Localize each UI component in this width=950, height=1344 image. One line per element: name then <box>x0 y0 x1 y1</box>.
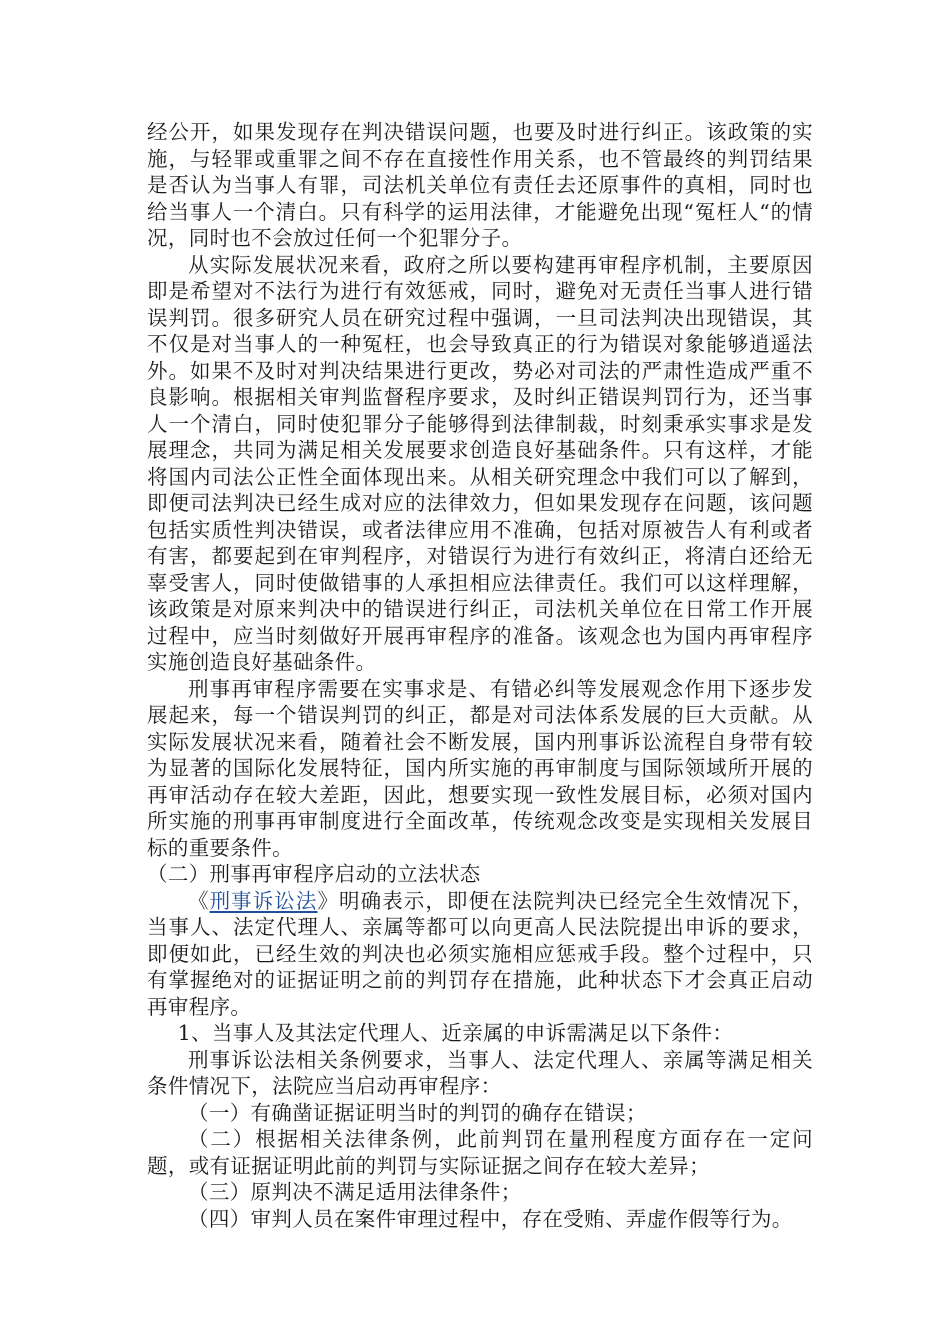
paragraph-appeal-requirements: 刑事诉讼法相关条例要求，当事人、法定代理人、亲属等满足相关条件情况下，法院应当启动再审程序： <box>147 1047 813 1098</box>
criminal-procedure-law-link[interactable]: 刑事诉讼法 <box>209 888 318 913</box>
paragraph-rest: 》明确表示，即便在法院判决已经完全生效情况下，当事人、法定代理人、亲属等都可以向更高人民法院提出申诉的要求，即便如此，已经生效的判决也必须实施相应惩戒手段。整个过程中，只有掌握绝对的证据证明之前的判罚存在措施，此种状态下才会真正启动再审程序。 <box>147 888 813 1019</box>
paragraph-retrial-development: 刑事再审程序需要在实事求是、有错必纠等发展观念作用下逐步发展起来，每一个错误判罚的纠正，都是对司法体系发展的巨大贡献。从实际发展状况来看，随着社会不断发展，国内刑事诉讼流程自身带有较为显著的国际化发展特征，国内所实施的再审制度与国际领域所开展的再审活动存在较大差距，因此，想要实现一致性发展目标，必须对国内所实施的刑事再审制度进行全面改革，传统观念改变是实现相关发展目标的重要条件。 <box>147 676 813 860</box>
document-body <box>147 119 813 1232</box>
paragraph-criminal-procedure-law <box>147 888 813 1021</box>
section-heading: （二）刑事再审程序启动的立法状态 <box>147 862 481 886</box>
open-quote: 《 <box>188 888 210 913</box>
subheading-appeal-conditions: 1、当事人及其法定代理人、近亲属的申诉需满足以下条件： <box>177 1021 734 1045</box>
condition-item-3: （三）原判决不满足适用法律条件； <box>188 1180 522 1204</box>
paragraph-continuation: 经公开，如果发现存在判决错误问题，也要及时进行纠正。该政策的实施，与轻罪或重罪之间不存在直接性作用关系，也不管最终的判罚结果是否认为当事人有罪，司法机关单位有责任去还原事件的真相，同时也给当事人一个清白。只有科学的运用法律，才能避免出现“冤枉人“的情况，同时也不会放过任何一个犯罪分子。 <box>147 120 813 250</box>
condition-item-4: （四）审判人员在案件审理过程中，存在受贿、弄虚作假等行为。 <box>188 1206 793 1231</box>
condition-item-1: （一）有确凿证据证明当时的判罚的确存在错误； <box>188 1100 647 1125</box>
paragraph-retrial-mechanism: 从实际发展状况来看，政府之所以要构建再审程序机制，主要原因即是希望对不法行为进行有效惩戒，同时，避免对无责任当事人进行错误判罚。很多研究人员在研究过程中强调，一旦司法判决出现错误，其不仅是对当事人的一种冤枉，也会导致真正的行为错误对象能够逍遥法外。如果不及时对判决结果进行更改，势必对司法的严肃性造成严重不良影响。根据相关审判监督程序要求，及时纠正错误判罚行为，还当事人一个清白，同时使犯罪分子能够得到法律制裁，时刻秉承实事求是发展理念，共同为满足相关发展要求创造良好基础条件。只有这样，才能将国内司法公正性全面体现出来。从相关研究理念中我们可以了解到，即便司法判决已经生成对应的法律效力，但如果发现存在问题，该问题包括实质性判决错误，或者法律应用不准确，包括对原被告人有利或者有害，都要起到在审判程序，对错误行为进行有效纠正，将清白还给无辜受害人，同时使做错事的人承担相应法律责任。我们可以这样理解，该政策是对原来判决中的错误进行纠正，司法机关单位在日常工作开展过程中，应当时刻做好开展再审程序的准备。该观念也为国内再审程序实施创造良好基础条件。 <box>147 252 813 674</box>
condition-item-2: （二）根据相关法律条例，此前判罚在量刑程度方面存在一定问题，或有证据证明此前的判罚与实际证据之间存在较大差异； <box>147 1127 813 1178</box>
